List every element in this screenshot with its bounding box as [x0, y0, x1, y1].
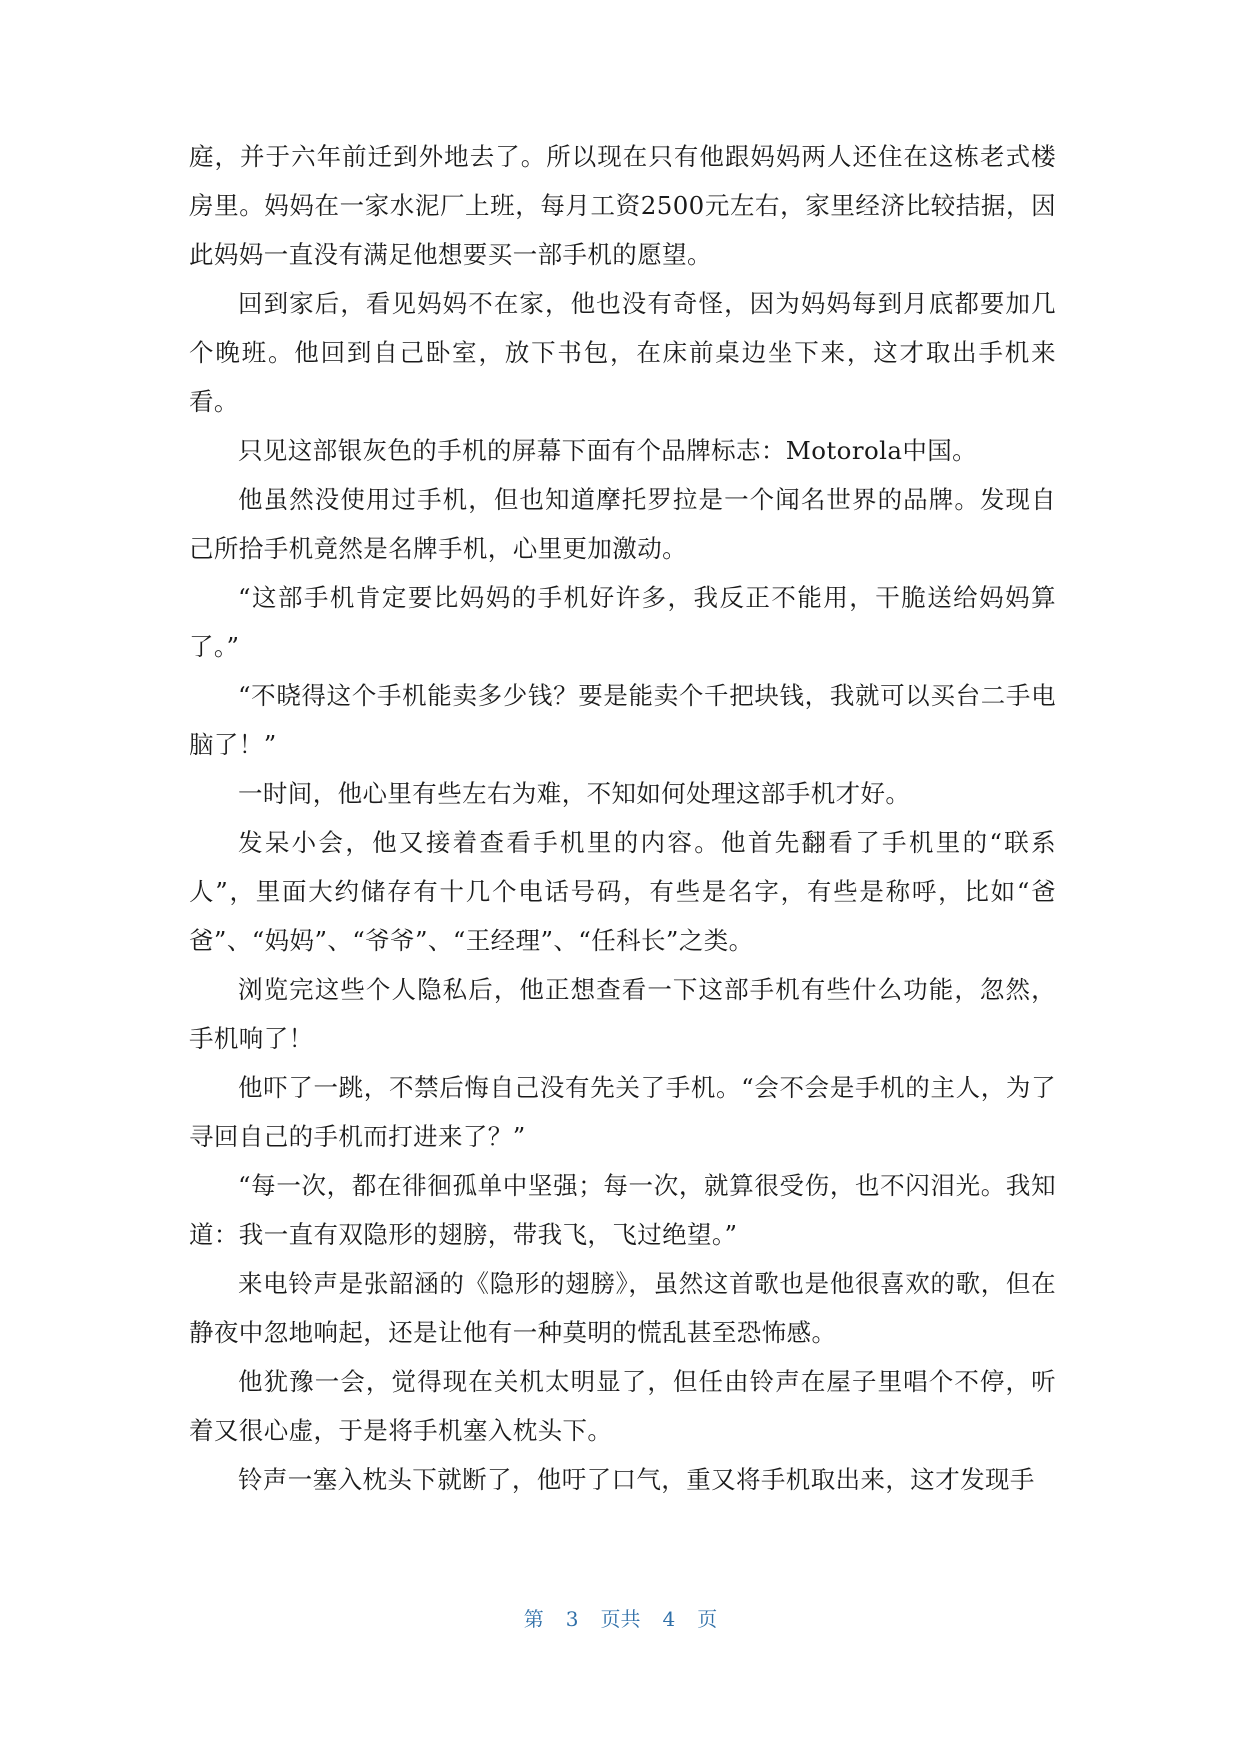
footer-middle: 页共: [600, 1607, 641, 1631]
footer-suffix: 页: [697, 1607, 718, 1631]
paragraph: 只见这部银灰色的手机的屏幕下面有个品牌标志：Motorola中国。: [238, 436, 978, 465]
paragraph: 他吓了一跳，不禁后悔自己没有先关了手机。“会不会是手机的主人，为了寻回自己的手机而打进来了？”: [189, 1073, 1056, 1151]
paragraph: 浏览完这些个人隐私后，他正想查看一下这部手机有些什么功能，忽然，手机响了！: [189, 975, 1056, 1053]
paragraph: “这部手机肯定要比妈妈的手机好许多，我反正不能用，干脆送给妈妈算了。”: [189, 583, 1056, 661]
paragraph: “不晓得这个手机能卖多少钱？要是能卖个千把块钱，我就可以买台二手电脑了！”: [189, 681, 1056, 759]
document-body: [189, 132, 1056, 1504]
page-footer: [0, 1603, 1241, 1632]
paragraph: 铃声一塞入枕头下就断了，他吁了口气，重又将手机取出来，这才发现手: [238, 1465, 1035, 1494]
footer-current-page: 3: [565, 1607, 579, 1631]
paragraph: “每一次，都在徘徊孤单中坚强；每一次，就算很受伤，也不闪泪光。我知道：我一直有双隐形的翅膀，带我飞，飞过绝望。”: [189, 1171, 1056, 1249]
footer-total-pages: 4: [662, 1607, 676, 1631]
paragraph: 他犹豫一会，觉得现在关机太明显了，但任由铃声在屋子里唱个不停，听着又很心虚，于是将手机塞入枕头下。: [189, 1367, 1056, 1445]
paragraph: 一时间，他心里有些左右为难，不知如何处理这部手机才好。: [238, 779, 911, 808]
footer-prefix: 第: [523, 1607, 544, 1631]
paragraph: 发呆小会，他又接着查看手机里的内容。他首先翻看了手机里的“联系人”，里面大约储存有十几个电话号码，有些是名字，有些是称呼，比如“爸爸”、“妈妈”、“爷爷”、“王经理”、“任科长”之类。: [189, 828, 1056, 955]
paragraph: 来电铃声是张韶涵的《隐形的翅膀》，虽然这首歌也是他很喜欢的歌，但在静夜中忽地响起，还是让他有一种莫明的慌乱甚至恐怖感。: [189, 1269, 1056, 1347]
paragraph: 庭，并于六年前迁到外地去了。所以现在只有他跟妈妈两人还住在这栋老式楼房里。妈妈在一家水泥厂上班，每月工资2500元左右，家里经济比较拮据，因此妈妈一直没有满足他想要买一部手机的愿望。: [189, 142, 1056, 269]
paragraph: 回到家后，看见妈妈不在家，他也没有奇怪，因为妈妈每到月底都要加几个晚班。他回到自己卧室，放下书包，在床前桌边坐下来，这才取出手机来看。: [189, 289, 1056, 416]
paragraph: 他虽然没使用过手机，但也知道摩托罗拉是一个闻名世界的品牌。发现自己所拾手机竟然是名牌手机，心里更加激动。: [189, 485, 1056, 563]
